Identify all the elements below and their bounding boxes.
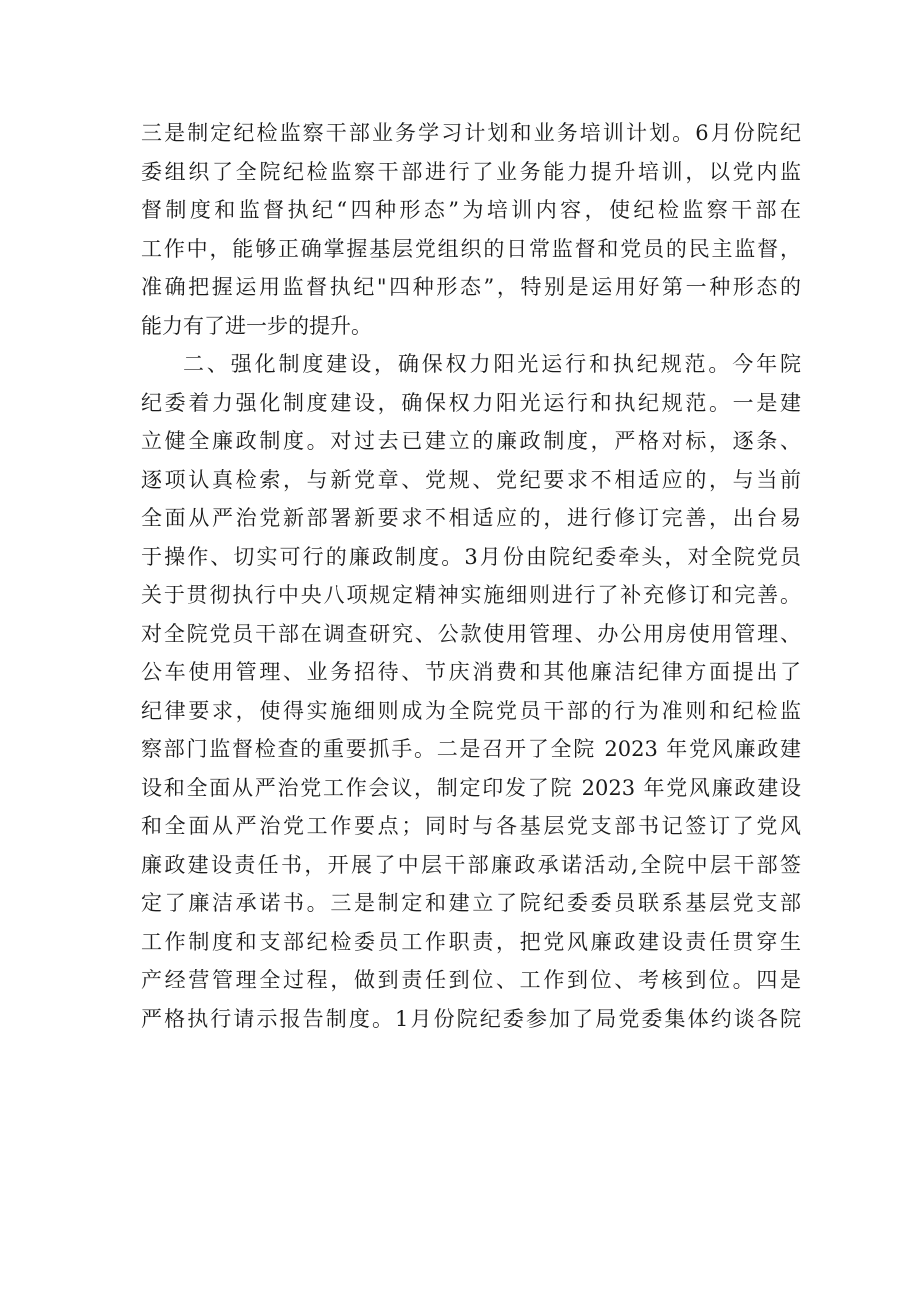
text-line: 严格执行请示报告制度。1月份院纪委参加了局党委集体约谈各院 (141, 1006, 801, 1031)
text-line: 对全院党员干部在调查研究、公款使用管理、办公用房使用管理、 (141, 621, 801, 646)
text-line: 于操作、切实可行的廉政制度。3月份由院纪委牵头，对全院党员 (141, 544, 801, 569)
text-line: 产经营管理全过程，做到责任到位、工作到位、考核到位。四是 (141, 968, 801, 992)
body-text (141, 114, 801, 1038)
text-line: 纪律要求，使得实施细则成为全院党员干部的行为准则和纪检监 (141, 698, 801, 723)
text-line: 公车使用管理、业务招待、节庆消费和其他廉洁纪律方面提出了 (141, 660, 801, 684)
text-line: 立健全廉政制度。对过去已建立的廉政制度，严格对标，逐条、 (141, 429, 801, 453)
text-line: 察部门监督检查的重要抓手。二是召开了全院 2023 年党风廉政建 (141, 737, 801, 761)
text-line: 三是制定纪检监察干部业务学习计划和业务培训计划。6月份院纪 (141, 121, 801, 145)
text-line: 设和全面从严治党工作会议，制定印发了院 2023 年党风廉政建设 (141, 775, 801, 800)
text-line: 准确把握运用监督执纪"四种形态”，特别是运用好第一种形态的 (141, 275, 801, 299)
text-line: 工作中，能够正确掌握基层党组织的日常监督和党员的民主监督， (141, 236, 801, 261)
text-line: 廉政建设责任书，开展了中层干部廉政承诺活动,全院中层干部签 (141, 852, 801, 877)
text-line: 工作制度和支部纪检委员工作职责，把党风廉政建设责任贯穿生 (141, 929, 801, 954)
text-line: 和全面从严治党工作要点；同时与各基层党支部书记签订了党风 (141, 814, 801, 838)
text-line: 委组织了全院纪检监察干部进行了业务能力提升培训，以党内监 (141, 159, 801, 184)
text-line: 督制度和监督执纪“四种形态”为培训内容，使纪检监察干部在 (141, 198, 801, 222)
text-line: 关于贯彻执行中央八项规定精神实施细则进行了补充修订和完善。 (141, 583, 801, 607)
text-line: 二、强化制度建设，确保权力阳光运行和执纪规范。今年院 (183, 352, 801, 376)
text-line: 全面从严治党新部署新要求不相适应的，进行修订完善，出台易 (141, 506, 801, 530)
text-line: 逐项认真检索，与新党章、党规、党纪要求不相适应的，与当前 (141, 467, 801, 492)
text-line: 定了廉洁承诺书。三是制定和建立了院纪委委员联系基层党支部 (141, 891, 801, 915)
text-line: 能力有了进一步的提升。 (141, 313, 372, 338)
text-line: 纪委着力强化制度建设，确保权力阳光运行和执纪规范。一是建 (141, 390, 801, 415)
